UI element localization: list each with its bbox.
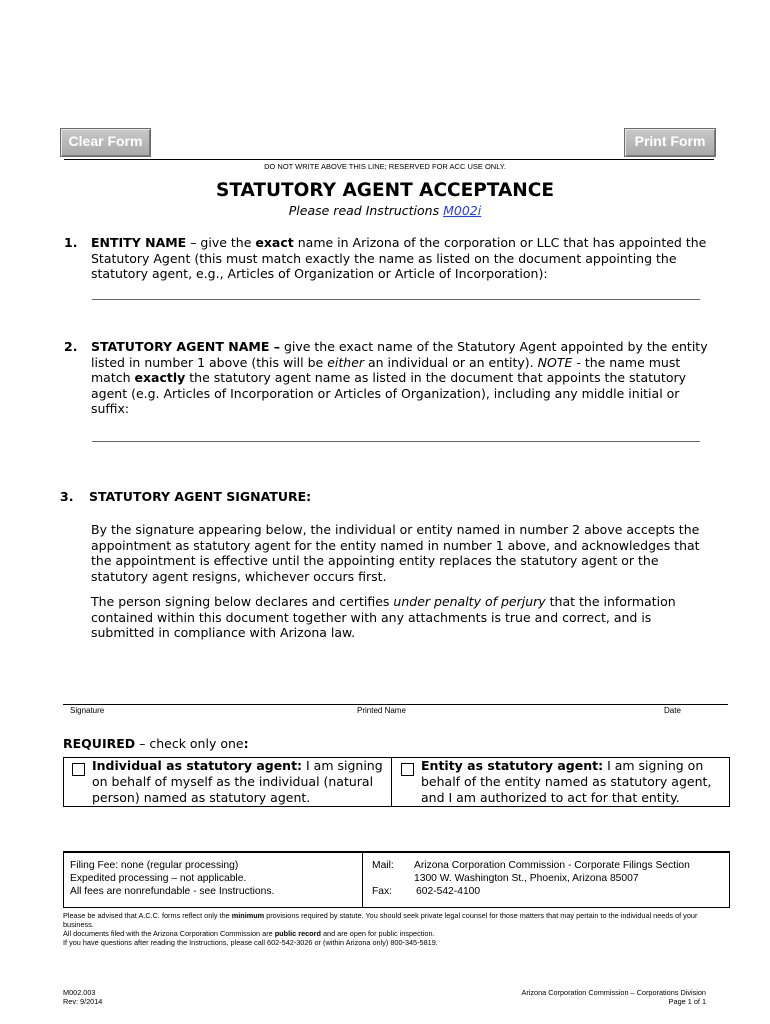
section-1-dash: – give the bbox=[186, 235, 256, 250]
footer-form-id bbox=[63, 988, 102, 1006]
signature-label: Signature bbox=[70, 706, 105, 715]
mail-label: Mail: bbox=[372, 860, 394, 871]
expedited-line: Expedited processing – not applicable. bbox=[70, 873, 247, 884]
revision: Rev: 9/2014 bbox=[63, 997, 103, 1006]
acc-use-note: DO NOT WRITE ABOVE THIS LINE; RESERVED FOR ACC USE ONLY. bbox=[264, 162, 506, 171]
agent-name-field[interactable] bbox=[92, 441, 700, 442]
fax-number: 602-542-4100 bbox=[416, 886, 481, 897]
nonrefundable-line: All fees are nonrefundable - see Instructions. bbox=[70, 886, 275, 897]
page-number: Page 1 of 1 bbox=[668, 997, 706, 1006]
legal-notice bbox=[63, 911, 723, 947]
form-subtitle bbox=[0, 203, 770, 218]
entity-name-field[interactable] bbox=[92, 299, 700, 300]
required-rest: – check only one bbox=[135, 736, 244, 751]
section-3-p2-a: The person signing below declares and certifies bbox=[91, 594, 394, 609]
entity-option-body: I am signing on behalf of the entity named as statutory agent, and I am authorized to act for that entity. bbox=[421, 758, 712, 805]
required-colon: : bbox=[243, 736, 249, 751]
fee-box-divider bbox=[362, 851, 363, 907]
individual-option-text bbox=[92, 758, 387, 806]
section-2-body-d: the statutory agent name as listed in the document that appoints the statutory agent (e.g. Articles of Incorporation or Articles of Organization), including any middle initial or suffix: bbox=[91, 370, 687, 416]
section-3-heading: STATUTORY AGENT SIGNATURE: bbox=[89, 489, 312, 504]
entity-option-bold: Entity as statutory agent: bbox=[421, 758, 604, 773]
section-2-body-b: an individual or an entity). bbox=[364, 354, 538, 370]
filing-fee-text bbox=[70, 859, 274, 898]
printed-name-label: Printed Name bbox=[357, 706, 406, 715]
required-bold: REQUIRED bbox=[63, 736, 136, 751]
notice-line-1 bbox=[63, 911, 723, 929]
notice-1a: Please be advised that A.C.C. forms reflect only the bbox=[63, 911, 232, 920]
section-2-italic-b: NOTE bbox=[537, 354, 573, 370]
section-3-paragraph-2 bbox=[91, 594, 701, 641]
section-2-body-a: give the exact name of the Statutory Agent appointed by the entity listed in number 1 above (this will be bbox=[91, 339, 708, 370]
section-1-bold: exact bbox=[255, 235, 294, 250]
section-1-text bbox=[91, 235, 721, 282]
footer-org bbox=[521, 988, 706, 1006]
notice-1b: provisions required by statute. You should seek private legal counsel for those matters that may pertain to the individual needs of your business. bbox=[63, 911, 698, 929]
date-label: Date bbox=[664, 706, 681, 715]
notice-2-bold: public record bbox=[274, 929, 321, 938]
section-2-text bbox=[91, 339, 716, 417]
reserved-line bbox=[64, 159, 714, 160]
notice-line-3: If you have questions after reading the Instructions, please call 602-542-3026 or (within Arizona only) 800-345-5819. bbox=[63, 938, 438, 947]
section-3-number: 3. bbox=[60, 489, 74, 504]
section-2-heading: STATUTORY AGENT NAME – bbox=[91, 339, 280, 354]
section-1-number: 1. bbox=[64, 235, 78, 250]
individual-option-body: I am signing on behalf of myself as the individual (natural person) named as statutory agent. bbox=[92, 758, 383, 805]
filing-fee-line: Filing Fee: none (regular processing) bbox=[70, 860, 239, 871]
fax-label: Fax: bbox=[372, 886, 393, 897]
mail-line-2: 1300 W. Washington St., Phoenix, Arizona 85007 bbox=[414, 873, 639, 884]
form-id: M002.003 bbox=[63, 988, 96, 997]
mail-address bbox=[414, 859, 690, 885]
subtitle-text: Please read Instructions bbox=[288, 203, 444, 218]
organization: Arizona Corporation Commission – Corporations Division bbox=[521, 988, 706, 997]
individual-option-bold: Individual as statutory agent: bbox=[92, 758, 303, 773]
notice-2b: and are open for public inspection. bbox=[320, 929, 435, 938]
individual-checkbox[interactable] bbox=[72, 763, 85, 776]
entity-option-text bbox=[421, 758, 721, 806]
section-3-paragraph-1: By the signature appearing below, the individual or entity named in number 2 above accepts the appointment as statutory agent for the entity named in number 1 above, and acknowledges that the appointment is effective until the appointing entity replaces the statutory agent or the statutory agent resigns, whichever occurs first. bbox=[91, 522, 700, 584]
section-2-number: 2. bbox=[64, 339, 78, 354]
entity-checkbox[interactable] bbox=[401, 763, 414, 776]
section-3-p2-italic: under penalty of perjury bbox=[393, 594, 546, 609]
form-title: STATUTORY AGENT ACCEPTANCE bbox=[216, 180, 554, 201]
clear-form-button[interactable]: Clear Form bbox=[60, 128, 151, 157]
instructions-link[interactable]: M002i bbox=[443, 203, 482, 218]
notice-2a: All documents filed with the Arizona Corporation Commission are bbox=[63, 929, 275, 938]
mail-line-1: Arizona Corporation Commission - Corporate Filings Section bbox=[414, 860, 690, 871]
section-2-bold-c: exactly bbox=[134, 370, 186, 385]
section-3-p2-b: that the information contained within this document together with any attachments is true and correct, and is submitted in compliance with Arizona law. bbox=[91, 594, 676, 640]
section-1-body: name in Arizona of the corporation or LLC that has appointed the Statutory Agent (this must match exactly the name as listed on the document appointing the statutory agent, e.g., Articles of Organization or Article of Incorporation): bbox=[91, 235, 707, 281]
agent-type-divider bbox=[391, 757, 392, 806]
print-form-button[interactable]: Print Form bbox=[624, 128, 716, 157]
signature-line[interactable] bbox=[63, 704, 728, 705]
section-2-italic-a: either bbox=[327, 354, 365, 370]
section-2-body-c: - the name must match bbox=[91, 354, 681, 385]
notice-1-bold: minimum bbox=[231, 911, 265, 920]
section-1-heading: ENTITY NAME bbox=[91, 235, 187, 250]
notice-line-2 bbox=[63, 929, 723, 938]
required-label bbox=[63, 736, 249, 752]
